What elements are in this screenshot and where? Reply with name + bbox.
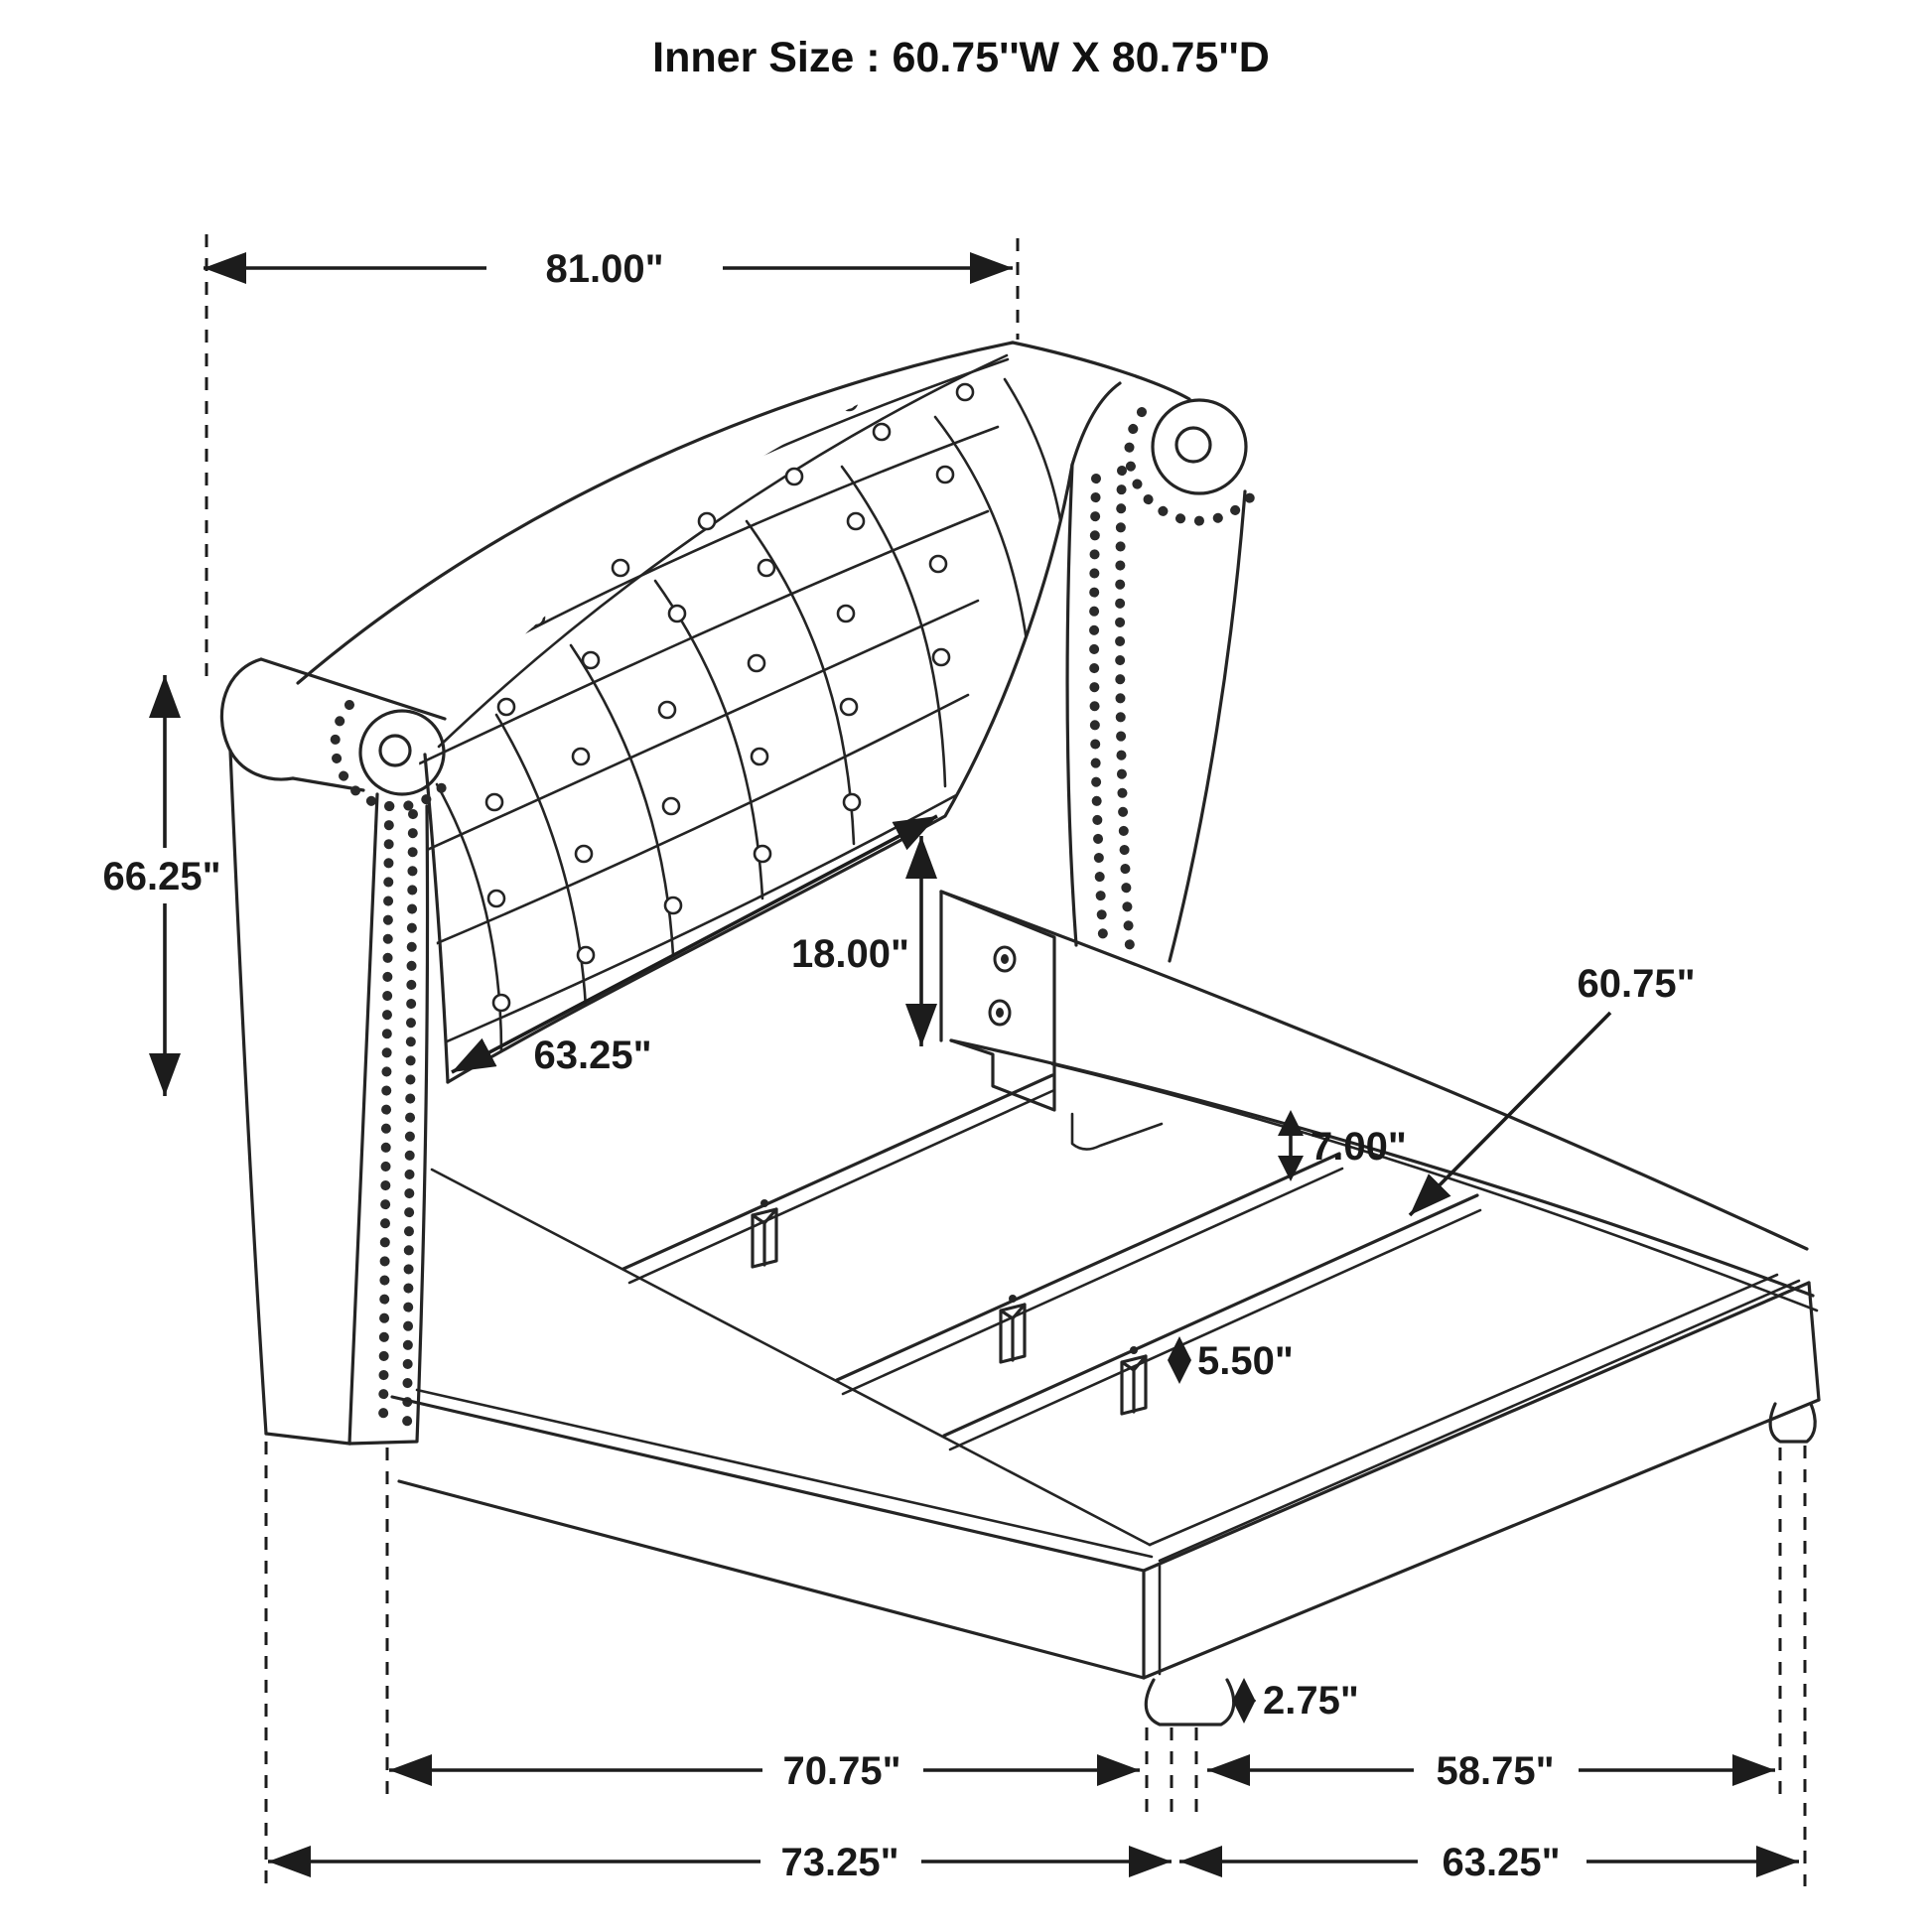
dim-overall-width — [204, 247, 1013, 291]
left-scroll-face — [360, 711, 444, 794]
bed-frame — [392, 1170, 1819, 1725]
right-scroll-face — [1153, 400, 1246, 493]
left-leg-nailheads-outer-icon — [383, 806, 389, 1428]
dim-foot-height-label: 2.75" — [1263, 1679, 1359, 1723]
tufting-buttons — [486, 371, 973, 1011]
slat-1-screw-icon — [760, 1199, 768, 1207]
foot-rail-top-inner — [1160, 1281, 1799, 1561]
dim-side-rail-height — [1278, 1110, 1407, 1181]
left-leg-bottom — [266, 1434, 349, 1444]
dim-frame-length-inner-label: 70.75" — [782, 1749, 901, 1793]
right-wing-nailheads-outer-icon — [1094, 479, 1104, 951]
diagram-title: Inner Size : 60.75''W X 80.75''D — [652, 34, 1270, 81]
dim-frame-width-inner-label: 58.75" — [1436, 1749, 1555, 1793]
headboard — [221, 328, 1255, 1444]
dim-side-rail-height-label: 7.00" — [1311, 1125, 1407, 1169]
bolt-hole-top-center-icon — [1001, 954, 1009, 964]
slat-3-screw-icon — [1130, 1346, 1138, 1354]
left-wing — [221, 659, 445, 1444]
right-wing — [1013, 343, 1255, 961]
side-rail-top-edge — [941, 892, 1807, 1249]
dim-slat-length-label: 60.75" — [1577, 962, 1696, 1006]
crest-outer-edge — [298, 343, 1013, 683]
dim-headboard-panel-width-label: 63.25" — [533, 1034, 652, 1077]
front-bun-foot — [1146, 1680, 1233, 1725]
rail-hook-bracket — [1072, 1114, 1162, 1150]
left-rail-bottom-edge — [399, 1481, 1144, 1678]
right-corner-edge — [1809, 1283, 1819, 1400]
left-rail-top-inner — [417, 1390, 1152, 1557]
crest-inner-edge — [439, 355, 1007, 747]
dim-overall-width-label: 81.00" — [545, 247, 664, 291]
right-wing-roll-join — [1072, 383, 1120, 465]
tufted-panel-outline — [448, 465, 1072, 1082]
dim-frame-width-outer — [1179, 1841, 1799, 1884]
left-roll-cap — [221, 659, 293, 779]
slat-3-bottom — [950, 1210, 1480, 1449]
dim-frame-length-inner — [389, 1749, 1140, 1793]
right-roll-top — [1013, 343, 1189, 399]
frame-foot-inner-ledge — [1150, 1275, 1777, 1545]
right-wing-outer-edge — [1170, 491, 1245, 961]
dim-foot-height — [1232, 1678, 1359, 1724]
dim-rail-top-height-label: 18.00" — [790, 932, 909, 976]
left-leg-front-edge — [349, 794, 377, 1444]
dim-frame-length-outer-label: 73.25" — [780, 1841, 899, 1884]
dim-headboard-height-label: 66.25" — [102, 855, 221, 898]
left-scroll-center — [380, 736, 410, 765]
dim-frame-length-outer — [268, 1841, 1172, 1884]
slat-1-top — [623, 1075, 1052, 1269]
side-rail-lip — [1052, 1064, 1817, 1311]
left-roll-top — [261, 659, 445, 719]
bolt-hole-bottom-center-icon — [996, 1008, 1004, 1018]
foot-rail-bottom-edge — [1144, 1400, 1819, 1678]
side-rail — [941, 892, 1817, 1311]
left-leg-outer-edge — [230, 751, 266, 1434]
right-wing-inner-edge — [1067, 465, 1076, 945]
right-wing-nailheads-inner-icon — [1120, 471, 1130, 947]
left-leg-nailheads-inner-icon — [407, 814, 413, 1434]
dim-headboard-height — [102, 675, 220, 1096]
foot-rail-top-edge — [1144, 1283, 1809, 1571]
slat-2-screw-icon — [1009, 1295, 1017, 1303]
dim-rail-top-height — [791, 836, 921, 1046]
dim-frame-width-inner — [1207, 1749, 1775, 1793]
tufting-pattern — [405, 328, 1066, 1054]
slat-1-bottom — [629, 1090, 1054, 1283]
dim-slat-leg-height-label: 5.50" — [1197, 1339, 1294, 1383]
dim-frame-width-outer-label: 63.25" — [1442, 1841, 1561, 1884]
slat-3-leg — [1122, 1356, 1146, 1414]
right-scroll-center — [1176, 428, 1210, 462]
